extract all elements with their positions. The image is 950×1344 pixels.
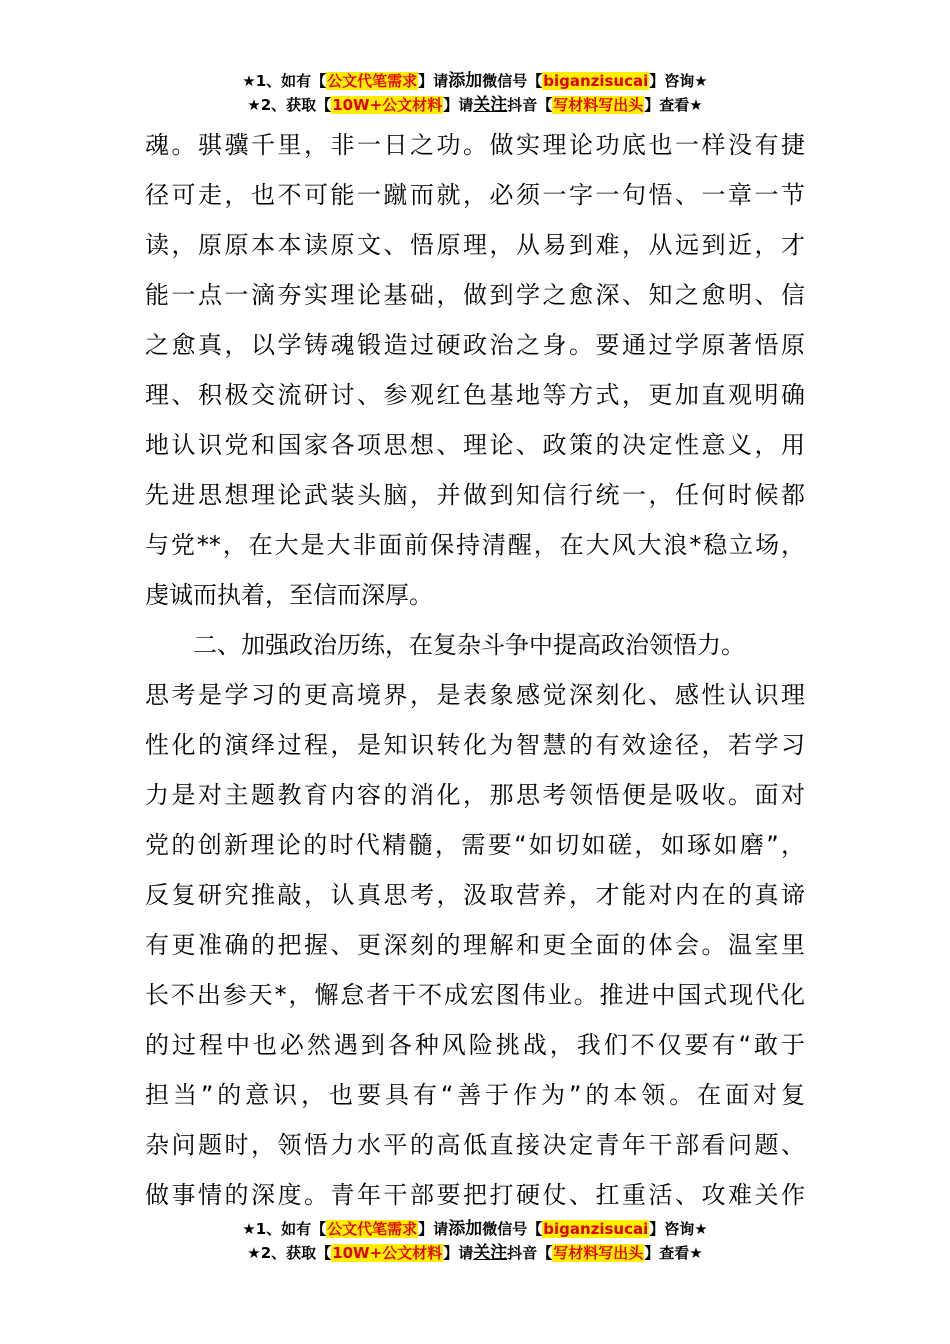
banner-line-1	[0, 70, 950, 94]
highlight-text: 公文代笔需求	[327, 1220, 418, 1238]
highlight-text: 公文代笔需求	[327, 72, 418, 90]
banner-text: 】请	[418, 1220, 449, 1238]
banner-line-2	[0, 94, 950, 118]
text-line: 理、积极交流研讨、参观红色基地等方式，更加直观明确	[145, 381, 805, 409]
banner-text: 】请	[443, 96, 474, 114]
text-line: 力是对主题教育内容的消化，那思考领悟便是吸收。面对	[145, 781, 805, 809]
text-line: 与党**，在大是大非面前保持清醒，在大风大浪*稳立场，	[145, 531, 805, 559]
banner-text: 】查看★	[644, 96, 703, 114]
wechat-id-highlight: biganzisucai	[543, 72, 649, 90]
banner-text: ★1、如有【	[242, 72, 327, 90]
douyin-id-highlight: 写材料写出头	[553, 96, 644, 114]
banner-text: 】请	[418, 72, 449, 90]
text-line: 党的创新理论的时代精髓，需要“如切如磋，如琢如磨”，	[145, 831, 805, 859]
douyin-id-highlight: 写材料写出头	[553, 1244, 644, 1262]
text-line: 先进思想理论武装头脑，并做到知信行统一，任何时候都	[145, 481, 805, 509]
highlight-text: 10W+公文材料	[332, 96, 443, 114]
banner-text: 】查看★	[644, 1244, 703, 1262]
banner-text: ★1、如有【	[242, 1220, 327, 1238]
banner-text: 】咨询★	[649, 72, 708, 90]
text-line: 径可走，也不可能一蹴而就，必须一字一句悟、一章一节	[145, 181, 805, 209]
text-line: 魂。骐骥千里，非一日之功。做实理论功底也一样没有捷	[145, 131, 805, 159]
text-line: 有更准确的把握、更深刻的理解和更全面的体会。温室里	[145, 931, 805, 959]
text-line: 思考是学习的更高境界，是表象感觉深刻化、感性认识理	[145, 681, 805, 709]
banner-text: ★2、获取【	[247, 96, 332, 114]
emphasis-text: 添加	[448, 1219, 483, 1239]
footer-banner	[0, 1218, 950, 1266]
text-line: 杂问题时，领悟力水平的高低直接决定青年干部看问题、	[145, 1131, 805, 1159]
emphasis-text: 添加	[448, 71, 483, 91]
banner-text: 微信号【	[482, 72, 543, 90]
emphasis-text: 关注	[473, 95, 508, 115]
highlight-text: 10W+公文材料	[332, 1244, 443, 1262]
text-line: 性化的演绎过程，是知识转化为智慧的有效途径，若学习	[145, 731, 805, 759]
emphasis-text: 关注	[473, 1243, 508, 1263]
text-line: 反复研究推敲，认真思考，汲取营养，才能对内在的真谛	[145, 881, 805, 909]
text-line: 读，原原本本读原文、悟原理，从易到难，从远到近，才	[145, 231, 805, 259]
text-line: 长不出参天*，懈怠者干不成宏图伟业。推进中国式现代化	[145, 981, 805, 1009]
section-heading: 二、加强政治历练，在复杂斗争中提高政治领悟力。	[145, 631, 745, 659]
banner-text: 抖音【	[507, 96, 553, 114]
document-body	[145, 120, 805, 1220]
text-line: 地认识党和国家各项思想、理论、政策的决定性意义，用	[145, 431, 805, 459]
text-line: 担当”的意识，也要具有“善于作为”的本领。在面对复	[145, 1081, 805, 1109]
text-line: 能一点一滴夯实理论基础，做到学之愈深、知之愈明、信	[145, 281, 805, 309]
banner-line-2	[0, 1242, 950, 1266]
text-line: 做事情的深度。青年干部要把打硬仗、扛重活、攻难关作	[145, 1181, 805, 1209]
banner-text: 】咨询★	[649, 1220, 708, 1238]
text-line: 虔诚而执着，至信而深厚。	[145, 581, 433, 609]
wechat-id-highlight: biganzisucai	[543, 1220, 649, 1238]
banner-line-1	[0, 1218, 950, 1242]
text-line: 之愈真，以学铸魂锻造过硬政治之身。要通过学原著悟原	[145, 331, 805, 359]
banner-text: 微信号【	[482, 1220, 543, 1238]
header-banner	[0, 70, 950, 118]
banner-text: 】请	[443, 1244, 474, 1262]
banner-text: 抖音【	[507, 1244, 553, 1262]
text-line: 的过程中也必然遇到各种风险挑战，我们不仅要有“敢于	[145, 1031, 805, 1059]
banner-text: ★2、获取【	[247, 1244, 332, 1262]
